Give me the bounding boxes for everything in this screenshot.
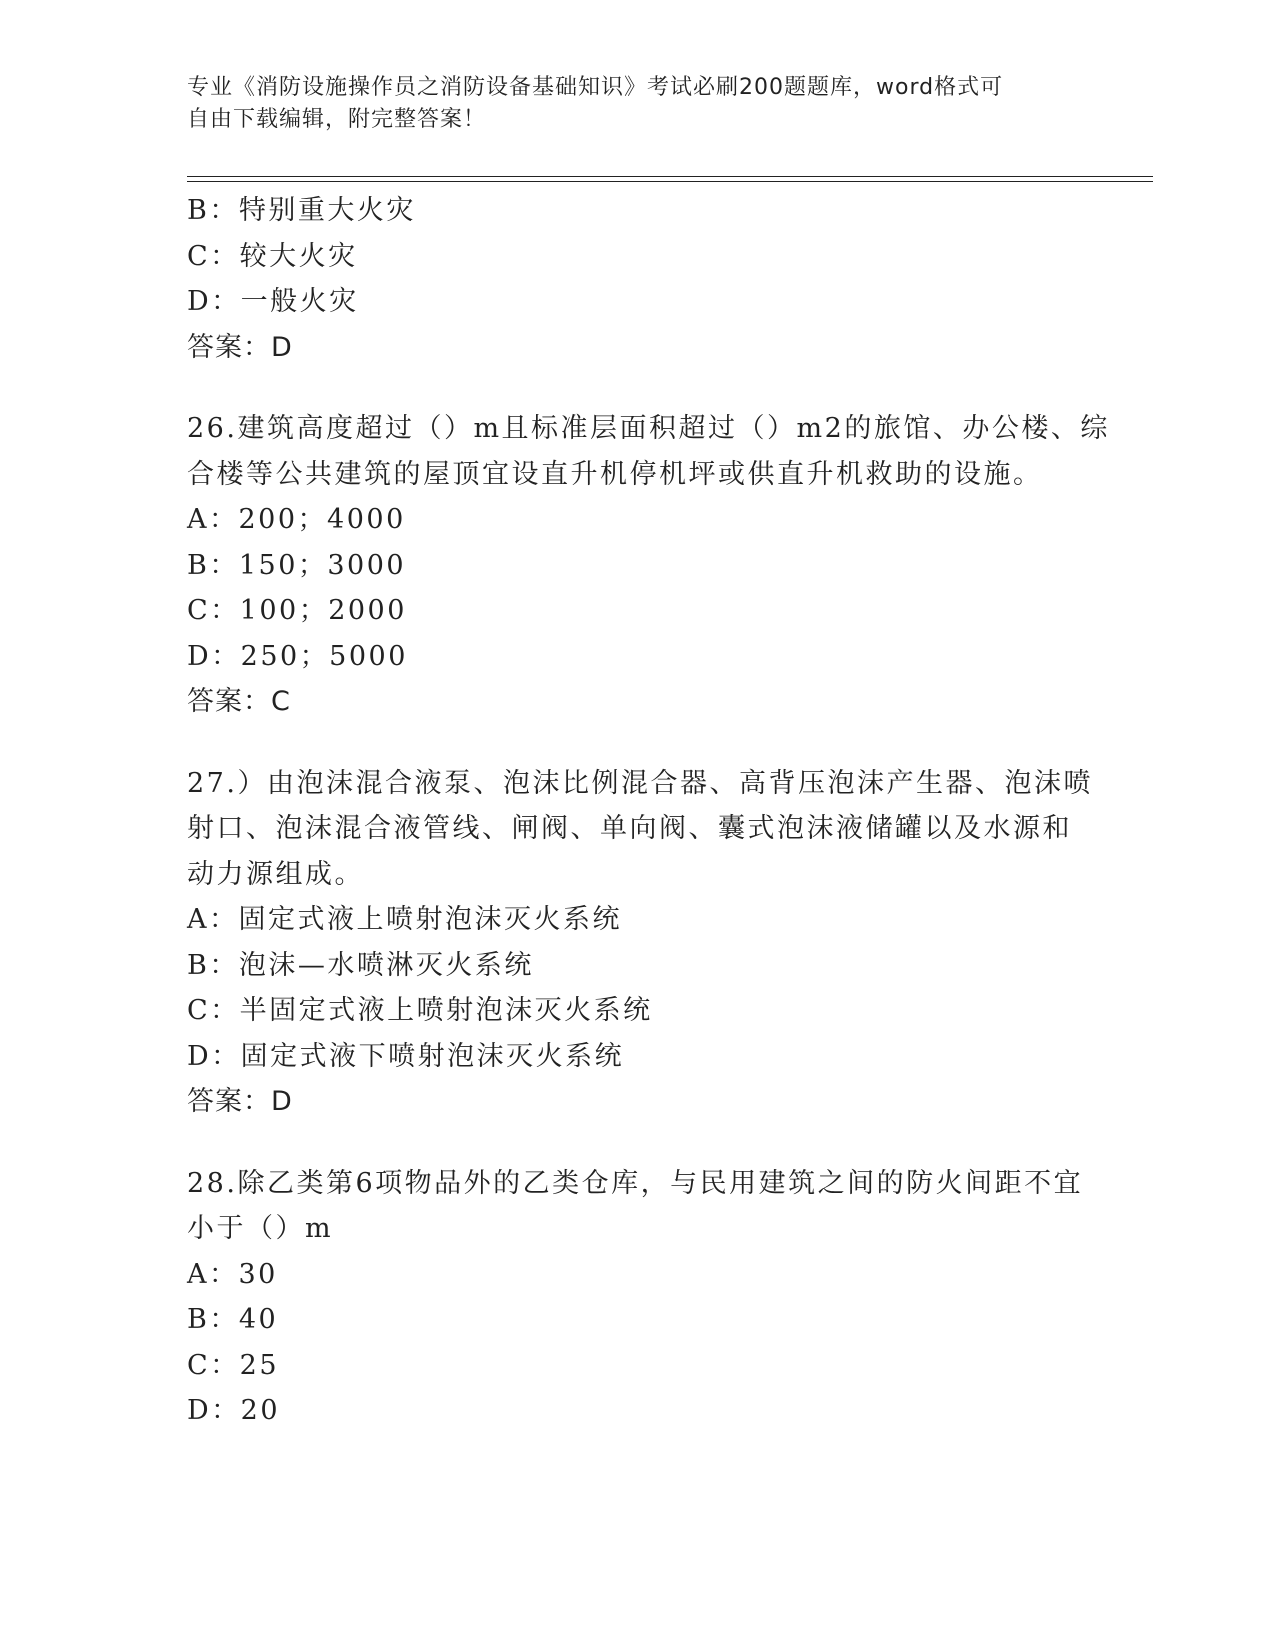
question-27 (187, 761, 1093, 1125)
question-28 (187, 1161, 1087, 1434)
question-stem-line: 合楼等公共建筑的屋顶宜设直升机停机坪或供直升机救助的设施。 (187, 458, 1043, 490)
option-b: B：泡沫—水喷淋灭火系统 (187, 949, 534, 981)
header-title-line-2: 自由下载编辑，附完整答案！ (187, 107, 487, 132)
option-b: B：40 (187, 1304, 279, 1335)
answer-line: 答案：C (187, 686, 291, 717)
question-26 (187, 406, 1110, 725)
option-d: D：固定式液下喷射泡沫灭火系统 (187, 1040, 625, 1072)
option-a: A：30 (187, 1258, 278, 1290)
question-stem-line: 26.建筑高度超过（）m且标准层面积超过（）m2的旅馆、办公楼、综 (187, 413, 1110, 444)
option-b: B：特别重大火灾 (187, 195, 416, 226)
document-header (187, 72, 1087, 136)
question-list (187, 188, 1110, 1434)
answer-line: 答案：D (187, 1086, 293, 1117)
question-25-continued (187, 188, 1087, 370)
option-c: C：较大火灾 (187, 240, 358, 272)
header-divider-bottom (187, 181, 1153, 182)
question-stem-line: 小于（）m (187, 1213, 334, 1244)
option-c: C：25 (187, 1349, 280, 1381)
header-title-line-1: 专业《消防设施操作员之消防设备基础知识》考试必刷200题题库，word格式可 (187, 75, 1004, 100)
header-divider-top (187, 176, 1153, 177)
option-d: D：250；5000 (187, 640, 408, 672)
option-b: B：150；3000 (187, 549, 407, 581)
option-d: D：20 (187, 1395, 281, 1426)
question-stem-line: 射口、泡沫混合液管线、闸阀、单向阀、囊式泡沫液储罐以及水源和 (187, 813, 1072, 844)
option-a: A：200；4000 (187, 504, 406, 535)
option-a: A：固定式液上喷射泡沫灭火系统 (187, 904, 622, 935)
question-stem-line: 动力源组成。 (187, 858, 364, 890)
answer-line: 答案：D (187, 331, 293, 363)
option-c: C：100；2000 (187, 595, 407, 626)
question-stem-line: 28.除乙类第6项物品外的乙类仓库，与民用建筑之间的防火间距不宜 (187, 1167, 1084, 1199)
option-c: C：半固定式液上喷射泡沫灭火系统 (187, 995, 653, 1026)
question-stem-line: 27.）由泡沫混合液泵、泡沫比例混合器、高背压泡沫产生器、泡沫喷 (187, 767, 1093, 799)
option-d: D：一般火灾 (187, 286, 359, 317)
